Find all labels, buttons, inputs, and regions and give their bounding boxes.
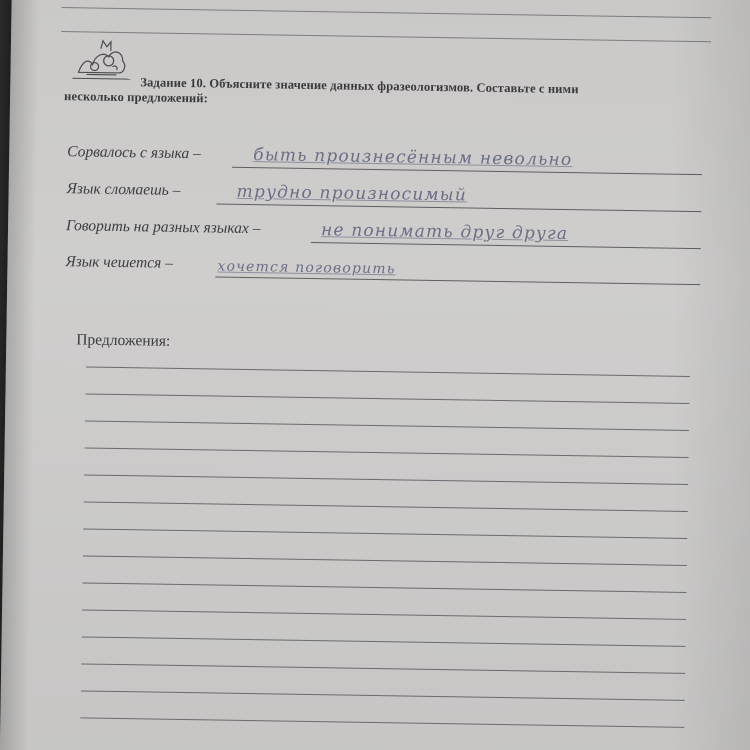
writing-line [82,609,686,619]
phrase-label: Язык сломаешь – [66,180,181,199]
writing-line [85,447,689,457]
sentences-heading: Предложения: [76,331,171,350]
task-heading-line-1: Задание 10. Объясните значение данных фразеологизмов. Составьте с ними [140,75,579,97]
writing-line [80,717,684,727]
writing-line [84,474,688,484]
handwritten-answer: трудно произносимый [236,181,468,206]
phrase-label: Сорвалось с языка – [67,143,201,163]
writing-line [85,420,689,430]
writing-line [82,582,686,592]
task-heading-line-2: несколько предложений: [64,89,209,106]
page-gutter-shadow [0,0,41,750]
ruled-line [61,7,711,18]
writing-line [83,528,687,538]
phrase-row [65,249,705,285]
handwritten-answer: быть произнесённым невольно [253,145,573,171]
answer-line [215,277,700,286]
phrase-label: Говорить на разных языках – [65,217,261,238]
writing-line [84,501,688,511]
task-heading [64,74,714,114]
phrase-row [67,139,707,175]
writing-line [82,636,686,646]
writing-line [81,690,685,700]
writing-line [85,393,689,403]
phrase-row [66,213,706,249]
phrase-label: Язык чешется – [65,253,174,272]
handwritten-answer: не понимать друг друга [320,220,569,245]
phrase-row [66,176,706,212]
handwritten-answer: хочется поговорить [217,258,396,278]
writing-line [83,555,687,565]
writing-line [81,663,685,673]
writing-line [86,366,690,376]
ruled-line [61,31,711,42]
